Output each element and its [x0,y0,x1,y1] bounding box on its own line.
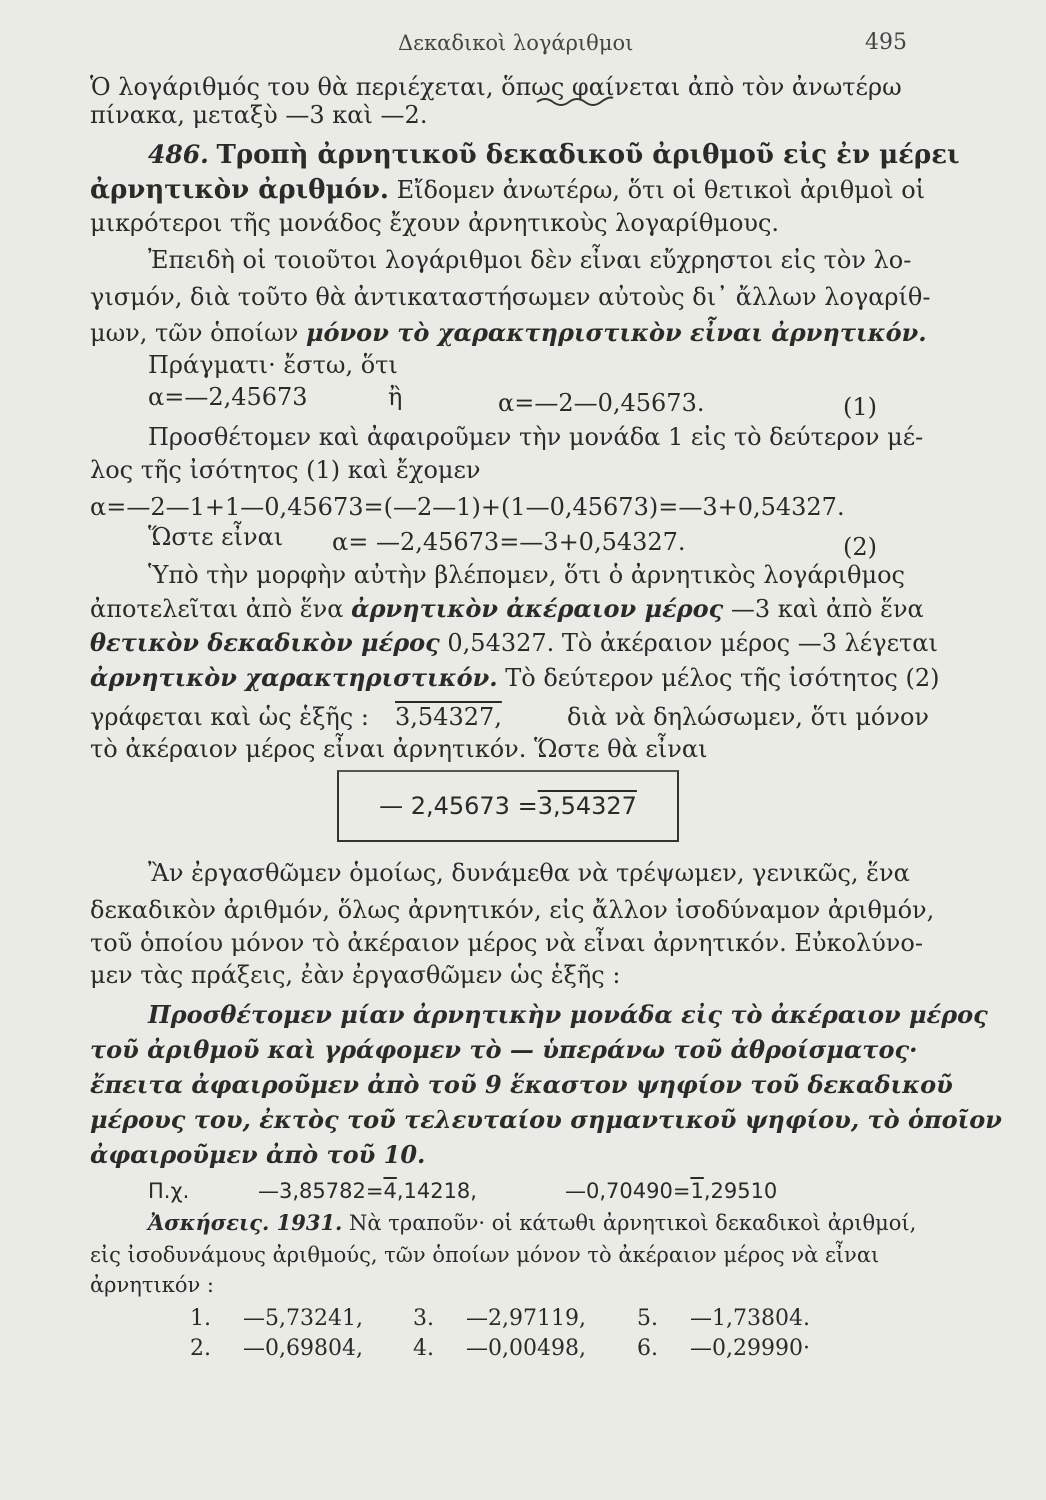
rule-line: Προσθέτομεν μίαν ἀρνητικὴν μονάδα εἰς τὸ ἀκέραιον μέρος [148,1000,988,1029]
equation-1-number: (1) [843,393,877,421]
exercise-value: —2,97119, [466,1306,586,1331]
paragraph-line: τὸ ἀκέραιον μέρος εἶναι ἀρνητικόν. Ὥστε θὰ εἶναι [90,735,708,763]
text: —3 καὶ ἀπὸ ἕνα [723,595,924,623]
equation-2-number: (2) [843,533,877,561]
emphasis-text: ἀρνητικὸν ἀκέραιον μέρος [351,594,724,623]
text: ,29510 [703,1179,778,1203]
paragraph-line: Προσθέτομεν καὶ ἀφαιροῦμεν τὴν μονάδα 1 εἰς τὸ δεύτερον μέ- [148,423,924,451]
page-number: 495 [865,30,907,55]
paragraph-line [90,318,927,348]
text: ἀποτελεῖται ἀπὸ ἕνα [90,595,352,623]
exercise-value: —0,69804, [243,1336,363,1361]
bar-digit: 4 [383,1179,397,1203]
paragraph-line [90,628,938,658]
exercise-value: —0,29990· [690,1336,810,1361]
paragraph-line: Ὑπὸ τὴν μορφὴν αὐτὴν βλέπομεν, ὅτι ὁ ἀρνητικὸς λογάριθμος [148,561,905,589]
boxed-formula-right: 3,54327 [537,792,637,820]
paragraph-line: γράφεται καὶ ὡς ἑξῆς : [90,703,369,731]
section-title-cont: ἀρνητικὸν ἀριθμόν. [90,175,389,205]
equation-1-right: α=—2—0,45673. [498,389,705,417]
paragraph-line: δεκαδικὸν ἀριθμόν, ὅλως ἀρνητικόν, εἰς ἄλλον ἰσοδύναμον ἀριθμόν, [90,896,935,924]
exercise-value: —5,73241, [243,1306,363,1331]
exercises-line-2: εἰς ἰσοδυνάμους ἀριθμούς, τῶν ὁποίων μόνον τὸ ἀκέραιον μέρος νὰ εἶναι [90,1243,880,1267]
equation-2: α= —2,45673=—3+0,54327. [332,528,686,556]
example-label: Π.χ. [148,1179,190,1203]
paragraph-line: διὰ νὰ δηλώσωμεν, ὅτι μόνον [567,703,930,731]
section-heading-line-1 [148,140,960,170]
rule-line: τοῦ ἀριθμοῦ καὶ γράφομεν τὸ — ὑπεράνω τοῦ ἀθροίσματος· [90,1035,918,1064]
paragraph-line [90,663,939,693]
paragraph-line: μικρότεροι τῆς μονάδος ἔχουν ἀρνητικοὺς λογαρίθμους. [90,209,780,237]
exercise-number: 1. [190,1306,211,1331]
paragraph-text: Εἴδομεν ἀνωτέρω, ὅτι οἱ θετικοὶ ἀριθμοὶ οἱ [388,176,926,204]
intro-line-1: Ὁ λογάριθμός του θὰ περιέχεται, ὅπως φαίνεται ἀπὸ τὸν ἀνωτέρω [90,73,902,101]
exercise-number: 2. [190,1336,211,1361]
text: 0,54327. Τὸ ἀκέραιον μέρος —3 λέγεται [439,629,938,657]
paragraph-line: Πράγματι· ἔστω, ὅτι [148,351,398,379]
section-title: Τροπὴ ἀρνητικοῦ δεκαδικοῦ ἀριθμοῦ εἰς ἐν μέρει [216,140,960,170]
paragraph-line: γισμόν, διὰ τοῦτο θὰ ἀντικαταστήσωμεν αὐτοὺς δι᾿ ἄλλων λογαρίθ- [90,283,931,311]
bar-digit: 1 [690,1179,704,1203]
text: —0,70490= [565,1179,691,1203]
running-header-title: Δεκαδικοὶ λογάριθμοι [398,31,634,55]
section-number: 486. [148,140,209,169]
exercises-line-3: ἀρνητικόν : [90,1273,215,1297]
paragraph-line: Ἂν ἐργασθῶμεν ὁμοίως, δυνάμεθα νὰ τρέψωμεν, γενικῶς, ἕνα [148,859,910,887]
bar-notation-value: 3,54327, [395,703,502,731]
section-heading-line-2 [90,175,925,205]
equation-1-left: α=—2,45673 [148,383,308,411]
exercise-number: 5. [637,1306,658,1331]
decorative-squiggle [535,90,615,110]
paragraph-line: τοῦ ὁποίου μόνον τὸ ἀκέραιον μέρος νὰ εἶναι ἀρνητικόν. Εὐκολύνο- [90,929,923,957]
text: —3,85782= [258,1179,384,1203]
rule-line: ἔπειτα ἀφαιροῦμεν ἀπὸ τοῦ 9 ἕκαστον ψηφίον τοῦ δεκαδικοῦ [90,1070,953,1099]
rule-line: μέρους του, ἐκτὸς τοῦ τελευταίου σημαντικοῦ ψηφίου, τὸ ὁποῖον [90,1105,1002,1134]
paragraph-line [90,594,924,624]
boxed-formula [337,770,679,842]
text: Νὰ τραποῦν· οἱ κάτωθι ἀρνητικοὶ δεκαδικοὶ ἀριθμοί, [342,1211,917,1235]
emphasis-text: θετικὸν δεκαδικὸν μέρος [90,628,440,657]
exercise-number: 4. [413,1336,434,1361]
equation-1-or: ἢ [388,383,403,411]
text: ,14218, [396,1179,477,1203]
text: μων, τῶν ὁποίων [90,319,306,347]
text: Τὸ δεύτερον μέλος τῆς ἰσότητος (2) [497,664,940,692]
exercise-value: —0,00498, [466,1336,586,1361]
emphasis-text: μόνον τὸ χαρακτηριστικὸν εἶναι ἀρνητικόν. [305,318,927,347]
paragraph-line: Ἐπειδὴ οἱ τοιοῦτοι λογάριθμοι δὲν εἶναι εὔχρηστοι εἰς τὸν λο- [148,246,912,274]
rule-line: ἀφαιροῦμεν ἀπὸ τοῦ 10. [90,1140,426,1169]
exercise-number: 6. [637,1336,658,1361]
exercises-line-1 [148,1208,916,1238]
paragraph-line: λος τῆς ἰσότητος (1) καὶ ἔχομεν [90,456,481,484]
paragraph-line: μεν τὰς πράξεις, ἐὰν ἐργασθῶμεν ὡς ἑξῆς : [90,961,621,989]
exercise-number: 3. [413,1306,434,1331]
emphasis-text: ἀρνητικὸν χαρακτηριστικόν. [90,663,498,692]
boxed-formula-left: — 2,45673 = [379,792,538,820]
equation-long: α=—2—1+1—0,45673=(—2—1)+(1—0,45673)=—3+0,54327. [90,493,845,521]
example-1 [258,1176,477,1206]
paragraph-line: Ὥστε εἶναι [148,523,284,551]
exercises-label: Ἀσκήσεις. 1931. [148,1210,343,1235]
intro-line-2: πίνακα, μεταξὺ —3 καὶ —2. [90,101,428,129]
exercise-value: —1,73804. [690,1306,810,1331]
example-2 [565,1176,777,1206]
